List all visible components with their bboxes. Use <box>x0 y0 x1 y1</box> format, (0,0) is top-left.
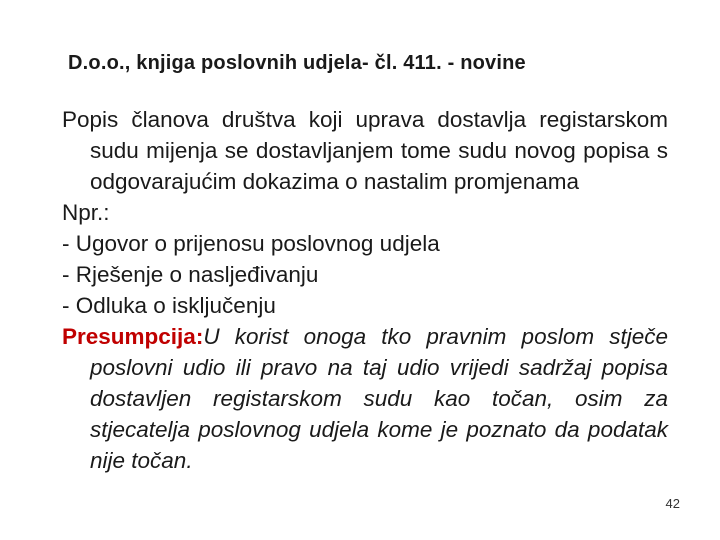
page-number: 42 <box>665 496 680 511</box>
slide-body <box>62 104 668 476</box>
list-item: - Odluka o isključenju <box>62 293 276 318</box>
example-label: Npr.: <box>62 200 110 225</box>
presumption-paragraph <box>62 321 668 476</box>
presumption-label: Presumpcija: <box>62 324 204 349</box>
presumption-text: U korist onoga tko pravnim poslom stječe poslovni udio ili pravo na taj udio vrijedi sadržaj popisa dostavljen registarskom sudu kao točan, osim za stjecatelja poslovnog udjela kome je poznato da podatak nije točan. <box>90 324 668 473</box>
body-paragraph: Popis članova društva koji uprava dostavlja registarskom sudu mijenja se dostavljanjem tome sudu novog popisa s odgovarajućim dokazima o nastalim promjenama <box>62 107 668 194</box>
list-item: - Ugovor o prijenosu poslovnog udjela <box>62 231 440 256</box>
slide-title: D.o.o., knjiga poslovnih udjela- čl. 411. - novine <box>68 52 526 74</box>
list-item: - Rješenje o nasljeđivanju <box>62 262 319 287</box>
